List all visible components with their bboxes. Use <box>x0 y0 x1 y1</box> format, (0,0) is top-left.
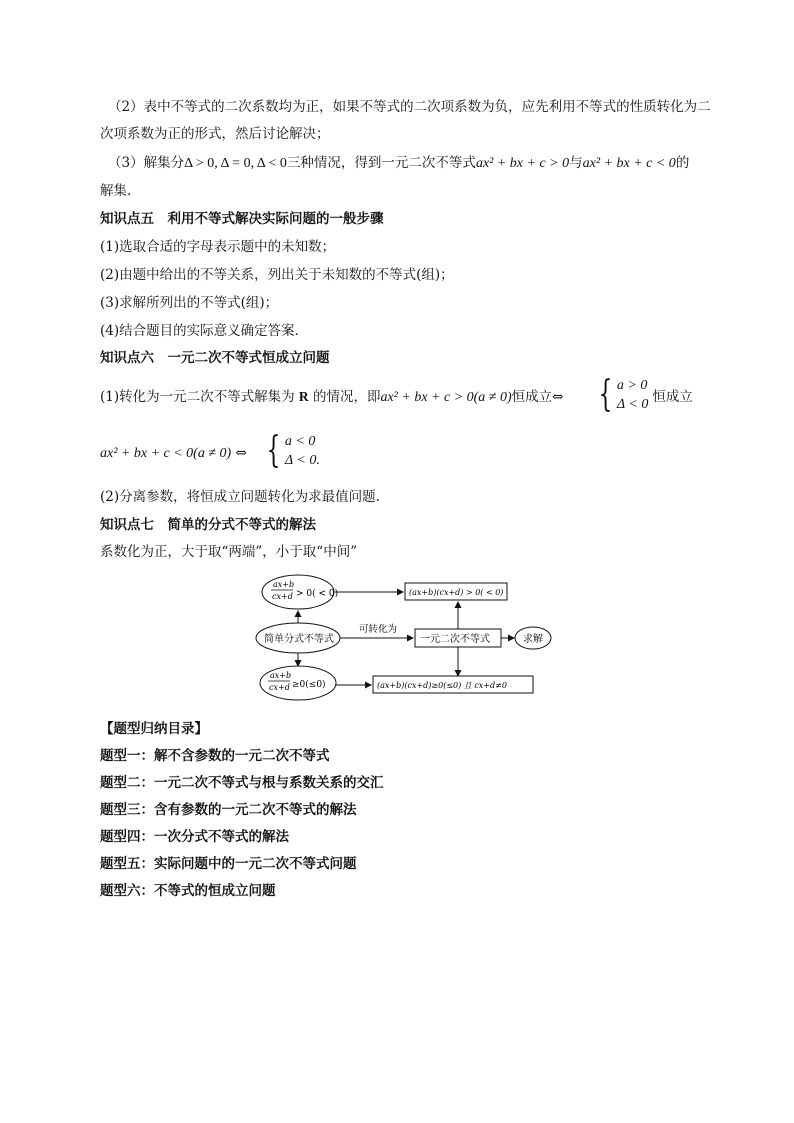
result-ellipse-text: 求解 <box>523 634 543 645</box>
top-box-text: (ax+b)(cx+d) > 0( < 0) <box>409 588 504 597</box>
section-6-item-1 <box>100 388 563 407</box>
para-3-suffix: 的 <box>675 155 690 171</box>
catalog-item-2: 题型二：一元二次不等式与根与系数关系的交汇 <box>100 775 384 791</box>
item-1-inequality: ax² + bx + c > 0(a ≠ 0) <box>380 390 512 405</box>
section-6-item-1b <box>100 444 247 463</box>
item-1-mid: 的情况，即 <box>312 389 381 405</box>
bottom-frac-den: cx+d <box>269 683 290 692</box>
catalog-item-4: 题型四：一次分式不等式的解法 <box>100 829 289 845</box>
top-frac-num: ax+b <box>273 580 295 589</box>
para-3-ineq-2: ax² + bx + c < 0 <box>582 156 676 171</box>
catalog-item-3: 题型三：含有参数的一元二次不等式的解法 <box>100 802 357 818</box>
arrow-label: 可转化为 <box>359 624 398 635</box>
catalog-heading: 【题型归纳目录】 <box>100 721 208 737</box>
top-relation: > 0( < 0) <box>296 589 339 599</box>
para-3-line-1 <box>108 154 689 173</box>
system-2-cond-a: a < 0 <box>284 434 316 449</box>
section-7-title: 知识点七 简单的分式不等式的解法 <box>100 517 316 533</box>
center-ellipse-text: 简单分式不等式 <box>264 634 334 645</box>
iff-symbol-2: ⇔ <box>235 445 247 461</box>
system-2 <box>262 432 320 470</box>
section-5-title: 知识点五 利用不等式解决实际问题的一般步骤 <box>100 211 384 227</box>
system-1 <box>594 376 693 414</box>
section-7-intro: 系数化为正，大于取“两端”，小于取“中间” <box>100 544 358 560</box>
catalog-item-1: 题型一：解不含参数的一元二次不等式 <box>100 748 330 764</box>
item-1b-inequality: ax² + bx + c < 0(a ≠ 0) <box>100 446 232 461</box>
section-5-step-4: (4)结合题目的实际意义确定答案． <box>100 323 309 339</box>
brace-1: { <box>598 374 613 415</box>
system-2-cond-b: Δ < 0. <box>284 453 320 468</box>
iff-symbol-1: ⇔ <box>552 389 564 405</box>
para-3-prefix: （3）解集分 <box>108 155 185 171</box>
item-1-prefix: (1)转化为一元二次不等式解集为 <box>100 389 295 405</box>
para-2-line-1: （2）表中不等式的二次系数均为正，如果不等式的二次项系数为负，应先利用不等式的性质转化为二 <box>108 99 711 115</box>
bottom-frac-num: ax+b <box>270 671 292 680</box>
system-1-cond-a: a > 0 <box>616 378 648 393</box>
section-5-step-3: (3)求解所列出的不等式(组)； <box>100 295 279 311</box>
para-2-line-2: 次项系数为正的形式，然后讨论解决； <box>100 126 330 142</box>
catalog-item-6: 题型六：不等式的恒成立问题 <box>100 883 276 899</box>
center-box-text: 一元二次不等式 <box>420 634 490 645</box>
para-3-mid: 三种情况，得到一元二次不等式 <box>286 155 476 171</box>
item-1-end: 恒成立 <box>652 389 693 405</box>
bottom-relation: ≥0(≤0) <box>292 680 326 690</box>
para-3-line-2: 解集. <box>100 183 132 199</box>
item-1-after: 恒成立 <box>511 389 553 405</box>
para-3-joiner: 与 <box>569 155 583 171</box>
catalog-item-5: 题型五：实际问题中的一元二次不等式问题 <box>100 856 357 872</box>
fraction-inequality-flowchart <box>255 572 555 702</box>
system-1-cond-b: Δ < 0 <box>616 397 649 412</box>
section-6-item-2: (2)分离参数，将恒成立问题转化为求最值问题. <box>100 489 380 505</box>
brace-2: { <box>266 430 281 471</box>
bottom-box-text: (ax+b)(cx+d)≥0(≤0) 且 cx+d≠0 <box>377 681 507 690</box>
top-frac-den: cx+d <box>272 592 293 601</box>
real-set-symbol: R <box>298 389 309 404</box>
para-3-conditions: Δ > 0, Δ = 0, Δ < 0 <box>184 156 287 171</box>
para-3-ineq-1: ax² + bx + c > 0 <box>475 156 570 171</box>
section-6-title: 知识点六 一元二次不等式恒成立问题 <box>100 350 330 366</box>
section-5-step-2: (2)由题中给出的不等关系，列出关于未知数的不等式(组)； <box>100 267 454 283</box>
section-5-step-1: (1)选取合适的字母表示题中的未知数； <box>100 239 336 255</box>
